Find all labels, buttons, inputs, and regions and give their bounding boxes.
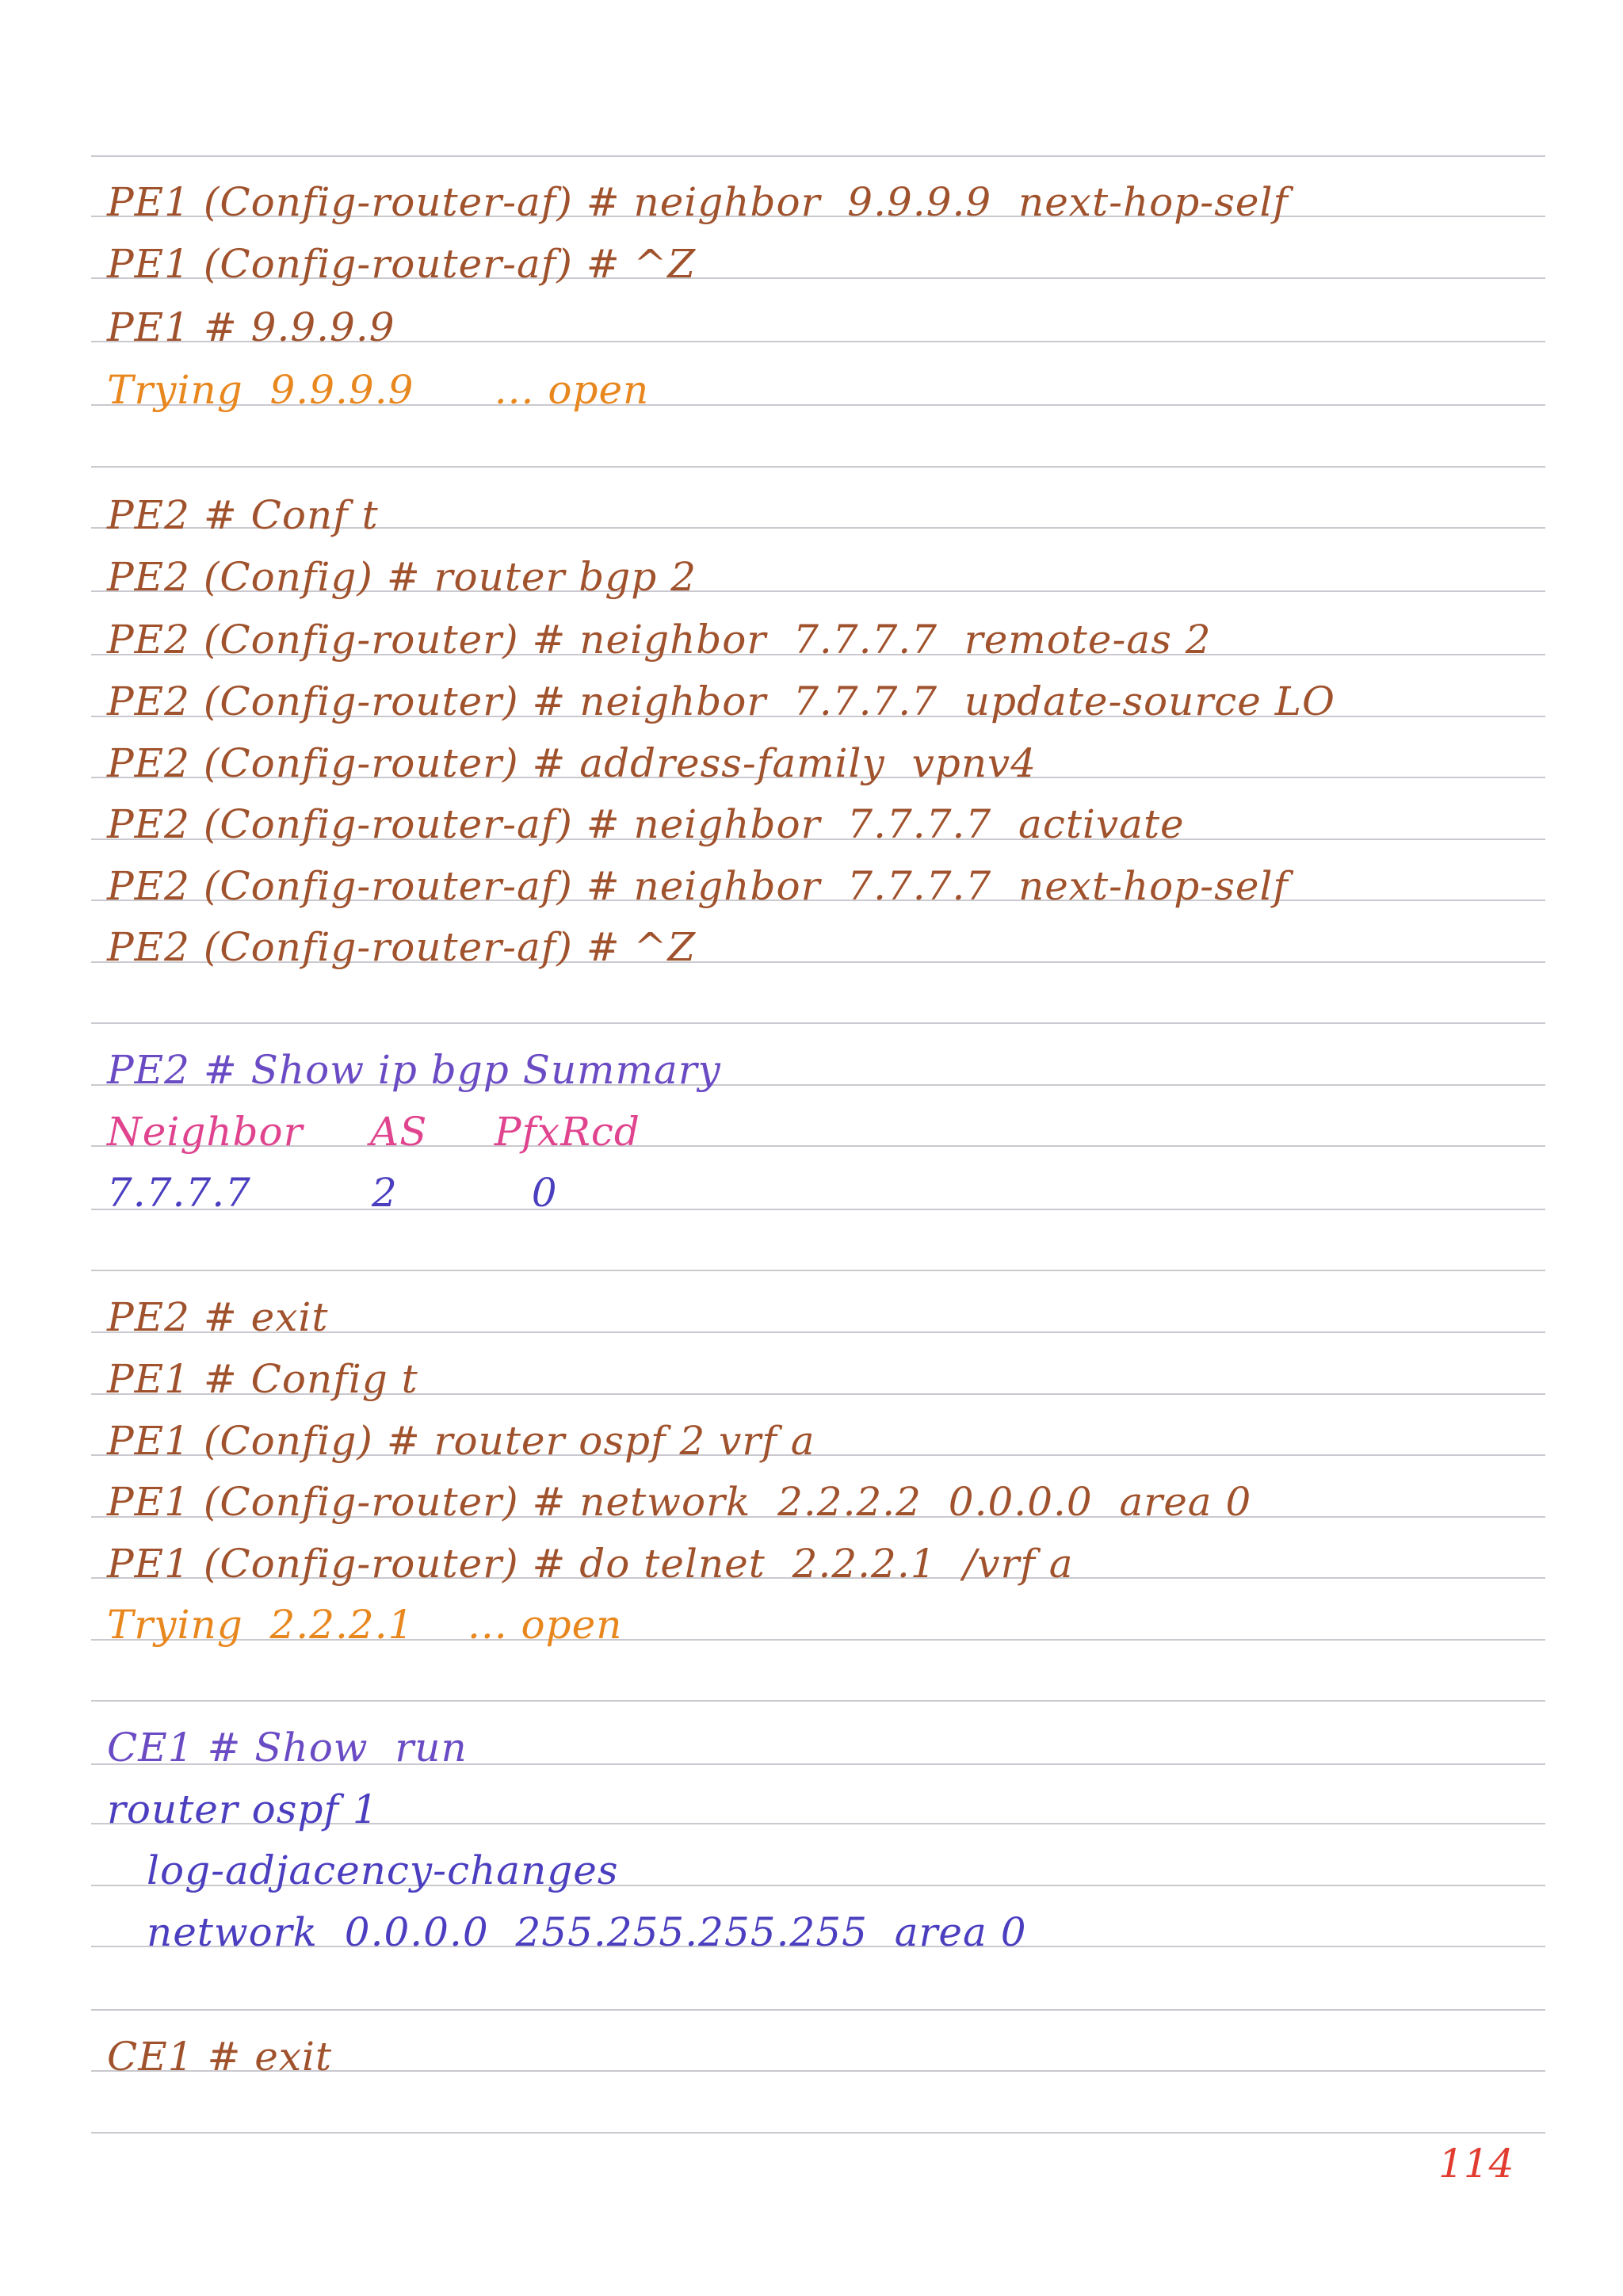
- bgp-summary-row: 7.7.7.7 2 0: [107, 1170, 558, 1216]
- note-line: PE1 (Config-router) # network 2.2.2.2 0.0.0.0 area 0: [107, 1479, 1252, 1525]
- note-line: CE1 # exit: [107, 2034, 333, 2080]
- ruled-line: [91, 1022, 1545, 1024]
- running-config-line: log-adjacency-changes: [147, 1847, 619, 1893]
- ruled-line: [91, 155, 1545, 157]
- bgp-summary-header: Neighbor AS PfxRcd: [107, 1109, 640, 1155]
- note-line: PE1 (Config-router-af) # neighbor 9.9.9.9 next-hop-self: [107, 179, 1289, 225]
- note-line: PE2 (Config-router-af) # neighbor 7.7.7.7 next-hop-self: [107, 863, 1289, 909]
- ruled-line: [91, 466, 1545, 468]
- note-line: PE1 (Config) # router ospf 2 vrf a: [107, 1418, 815, 1464]
- note-line: PE2 (Config-router-af) # ^Z: [107, 924, 697, 970]
- ruled-line: [91, 1270, 1545, 1271]
- ruled-line: [91, 2009, 1545, 2011]
- note-line: PE2 (Config-router) # neighbor 7.7.7.7 update-source LO: [107, 678, 1335, 724]
- note-line: PE1 (Config-router-af) # ^Z: [107, 241, 697, 287]
- ruled-line: [91, 1700, 1545, 1702]
- running-config-line: router ospf 1: [107, 1786, 379, 1832]
- note-line: PE2 (Config) # router bgp 2: [107, 554, 697, 600]
- note-line: PE1 # Config t: [107, 1356, 418, 1402]
- note-line: PE1 # 9.9.9.9: [107, 304, 395, 350]
- note-line: PE2 # Conf t: [107, 492, 379, 538]
- note-line: PE2 (Config-router-af) # neighbor 7.7.7.7 activate: [107, 801, 1185, 847]
- page-number: 114: [1438, 2141, 1514, 2187]
- telnet-output-line: Trying 9.9.9.9 ... open: [107, 367, 650, 413]
- note-line: CE1 # Show run: [107, 1725, 468, 1771]
- note-line: PE2 # exit: [107, 1294, 329, 1340]
- note-line: PE1 (Config-router) # do telnet 2.2.2.1 /vrf a: [107, 1541, 1074, 1587]
- note-line: PE2 # Show ip bgp Summary: [107, 1047, 721, 1093]
- note-line: PE2 (Config-router) # neighbor 7.7.7.7 remote-as 2: [107, 617, 1212, 663]
- ruled-line: [91, 2132, 1545, 2134]
- note-line: PE2 (Config-router) # address-family vpnv4: [107, 740, 1037, 786]
- telnet-output-line: Trying 2.2.2.1 ... open: [107, 1602, 623, 1648]
- running-config-line: network 0.0.0.0 255.255.255.255 area 0: [147, 1909, 1027, 1955]
